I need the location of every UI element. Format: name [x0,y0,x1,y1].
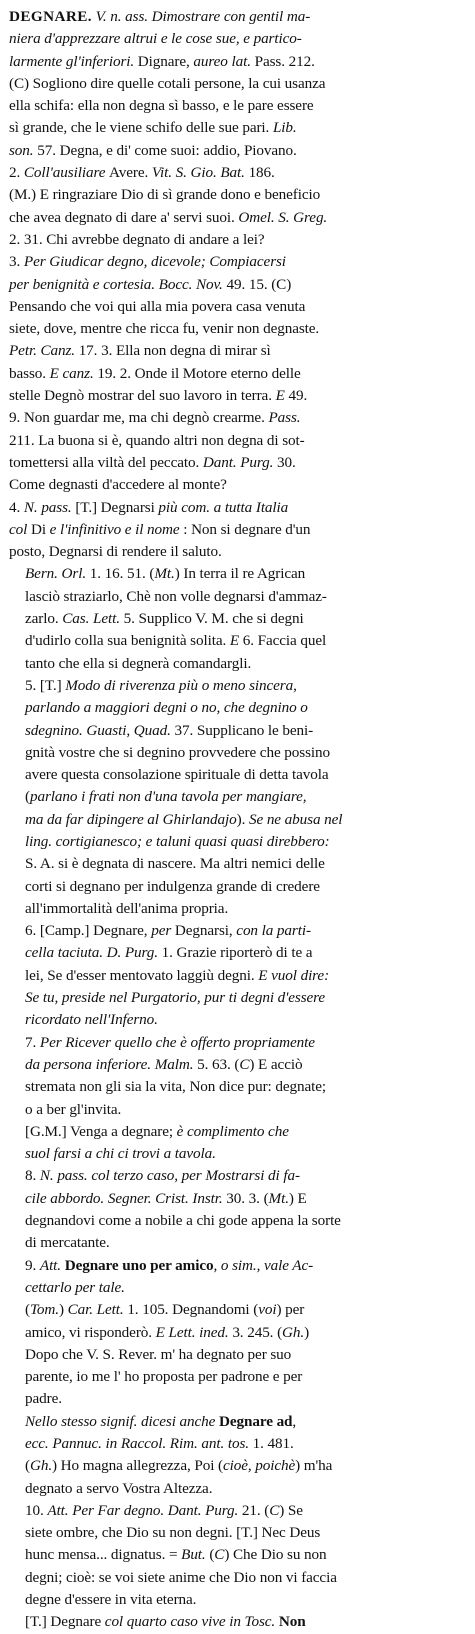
text-segment: But. [181,1546,210,1564]
sense-8-paragraph [9,1165,466,1254]
text-segment: 2. [9,164,24,182]
text-segment: Per Giudicar degno, dicevole; Compiacersi [23,253,286,271]
text-line [9,876,466,898]
text-line [9,1366,466,1388]
text-segment: sì grande, che le viene schifo delle sue pari. [9,119,273,137]
text-segment: Dant. Purg. [202,453,278,471]
text-line [9,251,466,273]
sense-10-paragraph [9,1500,466,1611]
text-segment: parlano i frati non d'una tavola per mangiare, [29,788,307,806]
text-segment: 1. 105. Degnandomi ( [127,1301,259,1319]
text-segment: Coll'ausiliare [23,164,110,182]
text-segment: cioè, poichè [222,1457,296,1475]
text-line [9,1322,466,1344]
text-segment: E Lett. ined. [155,1323,233,1341]
text-segment: sdegnino. Guasti, Quad. [25,721,175,739]
text-segment: ( [209,1546,215,1564]
text-line [9,184,466,206]
text-segment: ecc. Pannuc. in Raccol. Rim. ant. tos. [25,1435,253,1452]
text-segment: o a ber gl'invita. [25,1100,122,1118]
text-segment: ella schifa: ella non degna sì basso, e le pare essere [9,97,314,115]
text-segment: Lib. [272,119,297,137]
text-segment: da persona inferiore. Malm. [25,1055,198,1073]
citation-paragraph [9,1299,466,1410]
text-segment: C [239,1055,250,1073]
text-line [9,1611,466,1633]
text-segment: Bern. Orl. [25,565,90,583]
text-segment: 7. [25,1033,40,1051]
text-segment: ( [25,788,30,806]
text-segment: più com. a tutta Italia [158,498,289,516]
text-segment: che avea degnato di dare a' servi suoi. [9,208,239,226]
text-line [9,430,466,452]
text-segment: ) [58,1301,68,1319]
text-line [9,1121,466,1143]
text-segment: 49. 15. (C) [226,275,292,293]
headword: DEGNARE. [9,8,92,25]
text-segment: Gh. [29,1457,53,1475]
text-line [9,942,466,964]
text-line [9,95,466,117]
text-line [9,1544,466,1566]
text-segment: Come degnasti d'accedere al monte? [9,476,227,494]
text-segment: ) m'ha [295,1457,333,1475]
text-segment: Degnarsi, [174,922,237,940]
text-segment: parente, io me l' ho proposta per padrone e per [25,1368,303,1386]
text-segment: 19. 2. Onde il Motore eterno delle [97,364,301,382]
text-segment: niera d'apprezzare altrui e le cose sue, e partico- [9,30,302,48]
text-line [9,720,466,742]
text-line [9,6,466,28]
text-line [9,675,466,697]
text-segment: 5. 63. ( [197,1055,240,1073]
text-segment: N. pass. col terzo caso, per Mostrarsi di fa- [39,1167,300,1185]
text-segment: 30. [277,453,296,471]
text-segment: padre. [25,1390,62,1408]
same-sense-paragraph [9,1411,466,1500]
text-segment: degnandovi come a nobile a chi gode appena la sorte [25,1212,341,1230]
text-line [9,541,466,563]
text-line [9,1478,466,1500]
text-segment: basso. [9,364,50,382]
sense-7-paragraph [9,1032,466,1121]
sense-9-paragraph [9,1255,466,1300]
text-segment: lasciò straziarlo, Chè non volle degnarsi d'ammaz- [25,587,327,605]
text-segment: 9. Non guardar me, ma chi degnò crearme. [9,409,269,427]
text-segment: 5. Supplico V. M. che si degni [123,610,304,628]
text-segment: Degnare ad [219,1412,293,1430]
text-segment: Vit. S. Gio. Bat. [151,164,249,182]
text-segment: 1. Grazie riporterò di te a [161,944,313,962]
text-line [9,1032,466,1054]
text-segment: Pensando che voi qui alla mia povera casa venuta [9,297,306,315]
text-line [9,965,466,987]
sense-5-paragraph [9,675,466,920]
text-segment: ling. cortigianesco; e taluni quasi quasi direbbero: [25,832,330,850]
text-segment: 30. 3. ( [226,1189,269,1207]
text-segment: Di [30,520,50,538]
text-line [9,385,466,407]
text-segment: 21. ( [241,1501,270,1519]
text-segment: lei, Se d'esser mentovato laggiù degni. [25,966,259,984]
text-segment: Tom. [29,1301,59,1319]
text-segment: amico, vi risponderò. [25,1323,156,1341]
text-segment: (C) Sogliono dire quelle cotali persone, la cui usanza [9,74,326,92]
text-segment: N. pass. [23,498,76,516]
text-line [9,162,466,184]
text-segment: Pass. [268,409,301,427]
text-segment: degnato a servo Vostra Altezza. [25,1479,213,1497]
text-segment: Dignare, [137,52,194,70]
text-segment: per [151,922,175,940]
text-segment: , o sim., vale Ac- [213,1256,314,1274]
text-line [9,1210,466,1232]
text-segment: 6. Faccia quel [242,632,327,650]
text-segment: ) In terra il re Agrican [174,565,306,583]
text-segment: E [229,632,243,650]
text-line [9,630,466,652]
text-line [9,742,466,764]
text-segment: siete, dove, mentre che ricca fu, venir non degnaste. [9,320,320,338]
text-line [9,1344,466,1366]
text-segment: 8. [25,1167,40,1185]
text-segment: [T.] Degnarsi [75,498,159,516]
text-line [9,1054,466,1076]
text-segment: voi [258,1301,277,1319]
text-segment: ) Se [279,1501,303,1519]
text-segment: corti si degnano per indulgenza grande di credere [25,877,320,895]
text-segment: è complimento che [176,1122,289,1140]
text-segment: cettarlo per tale. [25,1278,125,1296]
text-segment: : Non si degnare d'un [183,520,311,538]
sense-6-paragraph [9,920,466,1031]
text-segment: parlando a maggiori degni o no, che degnino o [25,699,308,717]
text-segment: larmente gl'inferiori. [9,52,138,70]
text-segment: hunc mensa... dignatus. = [25,1546,182,1564]
text-segment: degne d'essere in vita eterna. [25,1591,197,1609]
text-segment: ) E [288,1189,307,1207]
text-segment: di mercatante. [25,1234,110,1252]
text-line [9,1567,466,1589]
note-paragraph [9,1121,466,1166]
text-segment: posto, Degnarsi di rendere il saluto. [9,543,222,561]
text-line [9,1188,466,1210]
text-segment: per benignità e cortesia. Bocc. Nov. [9,275,227,293]
text-segment: Nello stesso signif. dicesi anche [25,1412,220,1430]
text-line [9,1076,466,1098]
text-segment: con la parti- [236,922,311,940]
text-line [9,452,466,474]
text-segment: V. n. ass. Dimostrare con gentil ma- [91,8,311,25]
text-segment: ( [25,1301,30,1319]
text-segment: (M.) E ringraziare Dio di sì grande dono e beneficio [9,186,321,204]
closing-paragraph [9,1611,466,1633]
text-segment: Modo di riverenza più o meno sincera, [65,676,297,694]
text-segment: Degnare uno per amico [64,1256,214,1274]
text-line [9,363,466,385]
text-line [9,809,466,831]
text-segment: E vuol dire: [258,966,330,984]
text-line [9,1455,466,1477]
text-segment: aureo lat. [193,52,255,70]
text-segment: Att. [39,1256,65,1274]
text-segment: cella taciuta. D. Purg. [25,944,162,962]
text-segment: 4. [9,498,24,516]
text-segment: ricordato nell'Inferno. [25,1011,158,1029]
entry-paragraph [9,6,466,563]
text-segment: 49. [288,387,308,405]
text-line [9,296,466,318]
text-segment: 10. [25,1501,48,1519]
text-segment: S. A. si è degnata di nascere. Ma altri nemici delle [25,855,325,873]
text-segment: Petr. Canz. [9,342,79,360]
text-segment: avere questa consolazione spirituale di detta tavola [25,766,329,784]
text-line [9,28,466,50]
text-segment: Gh. [282,1323,305,1341]
text-line [9,1009,466,1031]
text-segment: Omel. S. Greg. [238,208,328,226]
text-segment: 9. [25,1256,40,1274]
text-segment: Non [278,1613,306,1631]
text-segment: Mt. [268,1189,289,1207]
text-segment: d'udirlo colla sua benignità solita. [25,632,230,650]
text-segment: Avere. [109,164,152,182]
text-segment: e l'infinitivo e il nome [49,520,184,538]
text-line [9,497,466,519]
text-segment: son. [9,141,38,159]
text-line [9,340,466,362]
text-line [9,140,466,162]
text-segment: 6. [Camp.] Degnare, [25,922,152,940]
text-segment: 17. 3. Ella non degna di mirar sì [78,342,271,360]
text-segment: ) E acciò [249,1055,303,1073]
text-segment: 3. 245. ( [232,1323,283,1341]
text-segment: Per Ricever quello che è offerto propriamente [39,1033,315,1051]
text-segment: 57. Degna, e di' come suoi: addio, Piovano. [37,141,297,159]
text-segment: 37. Supplicano le beni- [174,721,314,739]
text-segment: all'immortalità dell'anima propria. [25,899,229,917]
text-segment: tanto che ella si degnerà comandargli. [25,654,252,672]
text-segment: 211. La buona si è, quando altri non degna di sot- [9,431,305,449]
text-segment: , [292,1412,297,1430]
text-segment: 186. [248,164,275,182]
citation-paragraph [9,563,466,674]
text-line [9,898,466,920]
text-segment: degni; cioè: se voi siete anime che Dio non vi faccia [25,1568,337,1586]
text-line [9,786,466,808]
text-line [9,207,466,229]
text-line [9,318,466,340]
text-line [9,853,466,875]
text-line [9,1388,466,1410]
text-line [9,586,466,608]
text-line [9,1299,466,1321]
text-segment: C [214,1546,225,1564]
text-segment: ) Ho magna allegrezza, Poi ( [52,1457,223,1475]
text-segment: E [275,387,289,405]
text-line [9,697,466,719]
text-segment: stelle Degnò mostrar del suo lavoro in terra. [9,387,276,405]
text-segment: siete ombre, che Dio su non degni. [T.] Nec Deus [25,1524,321,1542]
text-line [9,1522,466,1544]
text-line [9,73,466,95]
text-segment: suol farsi a chi ci trovi a tavola. [25,1145,216,1163]
text-segment: ) per [276,1301,305,1319]
text-segment: Se tu, preside nel Purgatorio, pur ti degni d'essere [25,989,326,1007]
text-line [9,1165,466,1187]
text-line [9,653,466,675]
text-line [9,1099,466,1121]
text-line [9,1277,466,1299]
text-line [9,987,466,1009]
text-segment: 2. 31. Chi avrebbe degnato di andare a lei? [9,230,265,248]
text-line [9,229,466,251]
text-segment: [T.] Degnare [25,1613,105,1631]
text-line [9,51,466,73]
text-line [9,1411,466,1433]
text-segment: ). [236,810,249,828]
text-segment: ) Che Dio su non [224,1546,327,1564]
text-segment: stremata non gli sia la vita, Non dice pur: degnate; [25,1078,326,1096]
text-segment: col quarto caso vive in Tosc. [104,1613,279,1631]
text-segment: Dopo che V. S. Rever. m' ha degnato per suo [25,1345,292,1363]
text-line [9,274,466,296]
text-segment: tomettersi alla viltà del peccato. [9,453,203,471]
text-segment: gnità vostre che si degnino provvedere che possino [25,743,330,761]
text-line [9,831,466,853]
text-line [9,1143,466,1165]
text-segment: 3. [9,253,24,271]
text-segment: 5. [T.] [25,676,66,694]
text-line [9,1232,466,1254]
text-segment: zarlo. [25,610,63,628]
text-line [9,764,466,786]
text-segment: Mt. [154,565,175,583]
text-line [9,1255,466,1277]
text-segment: ) [304,1323,310,1341]
text-line [9,920,466,942]
text-line [9,474,466,496]
text-segment: ( [25,1457,30,1475]
text-segment: ma da far dipingere al Ghirlandajo [25,810,237,828]
text-segment: C [269,1501,280,1519]
text-segment: Att. Per Far degno. Dant. Purg. [47,1501,242,1519]
text-segment: cile abbordo. Segner. Crist. Instr. [25,1189,227,1207]
text-line [9,1433,466,1455]
text-segment: Car. Lett. [67,1301,128,1319]
text-line [9,1589,466,1611]
text-line [9,1500,466,1522]
text-line [9,563,466,585]
text-line [9,117,466,139]
text-line [9,407,466,429]
text-segment: col [9,520,31,538]
text-line [9,608,466,630]
text-segment: E canz. [49,364,98,382]
text-segment: 1. 16. 51. ( [89,565,155,583]
text-segment: Pass. 212. [254,52,315,70]
text-segment: [G.M.] Venga a degnare; [25,1122,177,1140]
text-segment: Se ne abusa nel [248,810,343,828]
text-segment: 1. 481. [252,1435,294,1452]
text-line [9,519,466,541]
text-segment: Cas. Lett. [62,610,124,628]
